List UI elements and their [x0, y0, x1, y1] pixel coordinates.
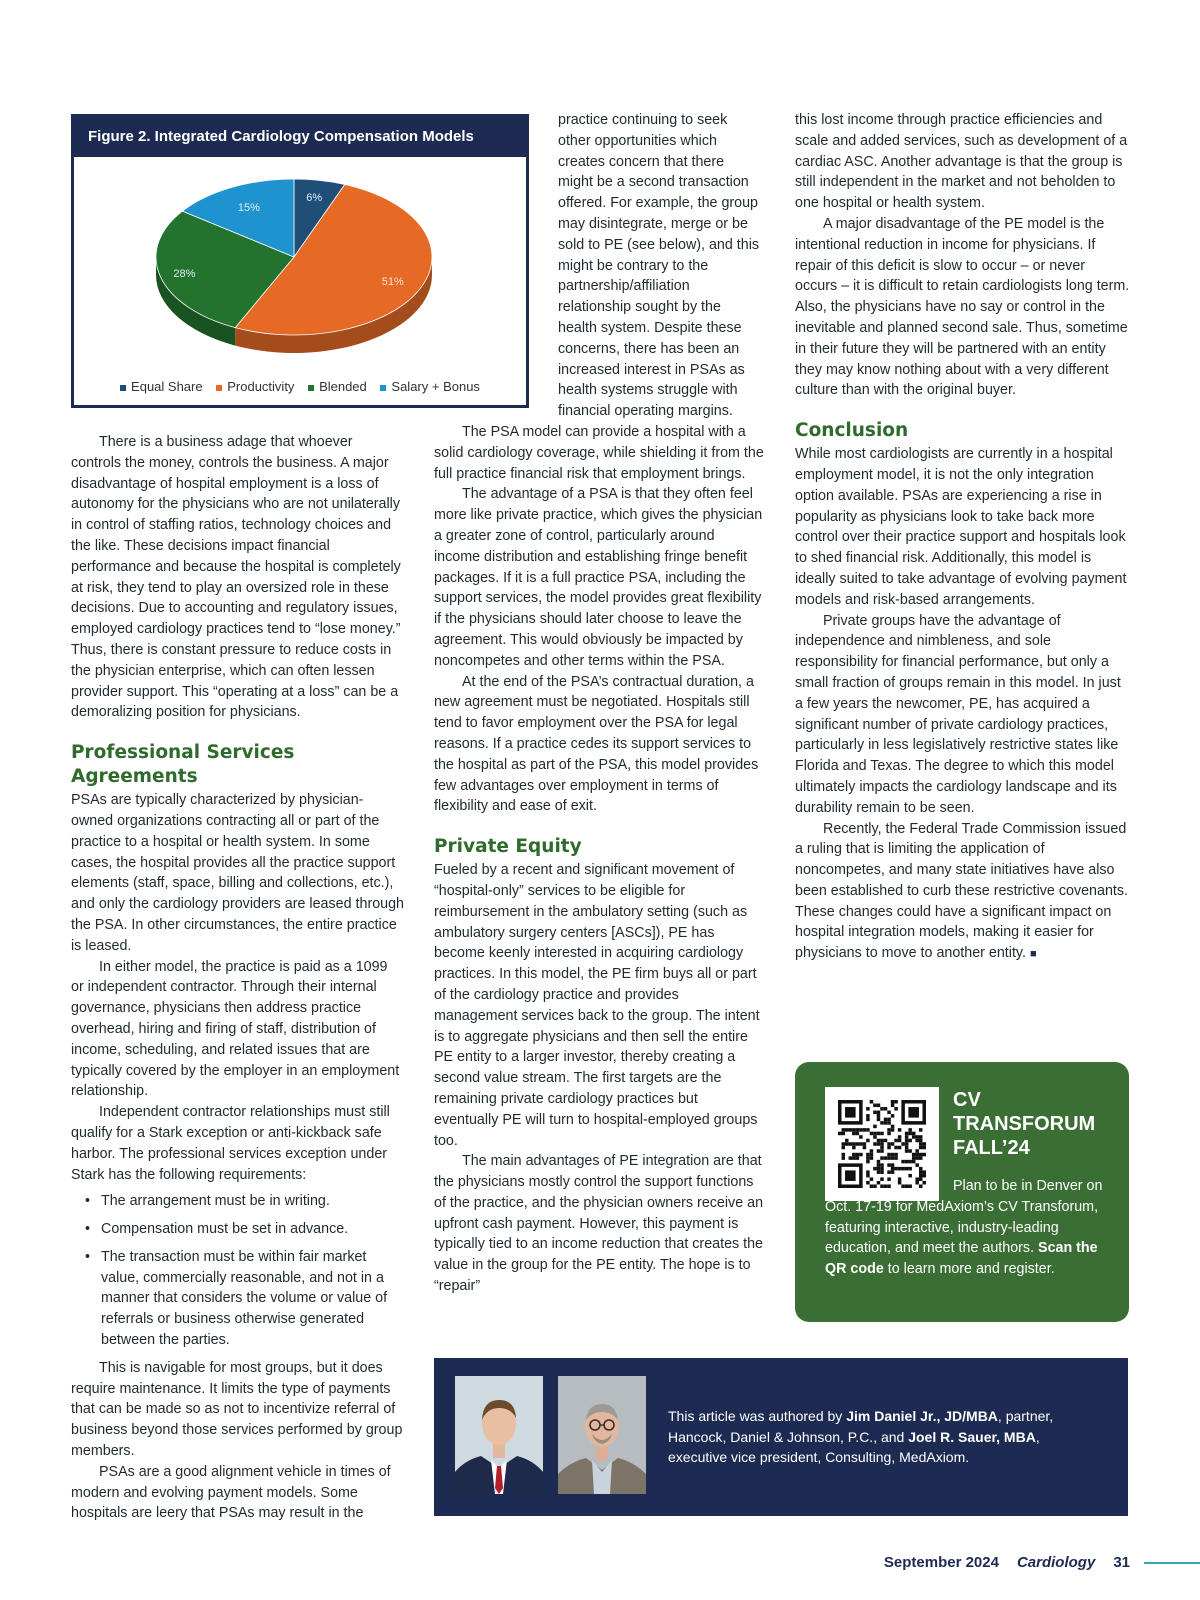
- qr-module: [915, 1163, 919, 1167]
- qr-module: [922, 1170, 926, 1174]
- qr-module: [866, 1156, 870, 1160]
- qr-module: [912, 1153, 916, 1157]
- pie-label-blended: 28%: [173, 267, 196, 280]
- qr-module: [898, 1167, 902, 1171]
- qr-module: [873, 1167, 877, 1171]
- qr-module: [856, 1132, 860, 1136]
- qr-finder: [845, 1107, 856, 1118]
- column-2: [434, 422, 764, 1297]
- qr-module: [905, 1139, 909, 1143]
- qr-module: [915, 1156, 919, 1160]
- qr-module: [891, 1125, 895, 1129]
- qr-module: [908, 1160, 912, 1164]
- qr-module: [919, 1153, 923, 1157]
- paragraph: practice continuing to seek other opportunities which creates concern that there might be a second transaction offered. For example, the group may disintegrate, merge or be sold to PE (see below), and this might be contrary to the partnership/affiliation relationship sought by the health system. Despite these concerns, there has been an increased interest in PSAs as health systems struggle with financial operating margins.: [558, 112, 760, 420]
- promo-title-line: CV: [953, 1089, 981, 1111]
- qr-module: [842, 1153, 846, 1157]
- qr-module: [877, 1118, 881, 1122]
- qr-module: [891, 1104, 895, 1108]
- qr-module: [908, 1132, 912, 1136]
- pie-label-productivity: 51%: [381, 276, 404, 289]
- qr-module: [891, 1156, 895, 1160]
- qr-module: [880, 1107, 884, 1111]
- qr-module: [870, 1100, 874, 1104]
- footer-rule: [1144, 1562, 1200, 1564]
- qr-module: [866, 1139, 870, 1143]
- qr-module: [901, 1142, 905, 1146]
- promo-title-line: TRANSFORUM: [953, 1113, 1096, 1135]
- person-icon: [558, 1376, 646, 1494]
- qr-module: [891, 1142, 895, 1146]
- credit-text: , partner, Hancock, Daniel & Johnson, P.C., and: [668, 1408, 1054, 1445]
- qr-module: [898, 1128, 902, 1132]
- qr-module: [859, 1142, 863, 1146]
- qr-module: [870, 1132, 874, 1136]
- qr-module: [863, 1128, 867, 1132]
- qr-module: [891, 1170, 895, 1174]
- paragraph: this lost income through practice efficiencies and scale and added services, such as development of a cardiac ASC. Another advantage is that the group is still independent in the market and not beholden to one hospital or health system.: [795, 112, 1128, 212]
- qr-module: [845, 1139, 849, 1143]
- qr-module: [845, 1128, 849, 1132]
- qr-module: [866, 1118, 870, 1122]
- qr-module: [884, 1121, 888, 1125]
- credit-text: , executive vice president, Consulting, MedAxiom.: [668, 1428, 1040, 1465]
- transforum-promo: [795, 1062, 1129, 1322]
- qr-module: [884, 1107, 888, 1111]
- qr-module: [905, 1167, 909, 1171]
- legend-item-equal-share: [120, 379, 203, 394]
- qr-module: [849, 1156, 853, 1160]
- qr-module: [873, 1125, 877, 1129]
- qr-module: [880, 1146, 884, 1150]
- qr-module: [880, 1163, 884, 1167]
- qr-module: [880, 1170, 884, 1174]
- paragraph: This is navigable for most groups, but it does require maintenance. It limits the type of payments that can be made so as not to incentivize referral of business beyond those services performed by group members.: [71, 1359, 403, 1460]
- paragraph: PSAs are a good alignment vehicle in times of modern and evolving payment models. Some hospitals are leery that PSAs may result in the: [71, 1463, 391, 1522]
- qr-module: [866, 1128, 870, 1132]
- legend-swatch: [120, 385, 126, 391]
- qr-module: [880, 1167, 884, 1171]
- qr-module: [887, 1121, 891, 1125]
- qr-module: [884, 1139, 888, 1143]
- qr-module: [887, 1153, 891, 1157]
- qr-module: [898, 1146, 902, 1150]
- promo-title: [953, 1088, 1123, 1160]
- qr-module: [866, 1107, 870, 1111]
- qr-module: [901, 1167, 905, 1171]
- heading-conclusion: Conclusion: [795, 420, 909, 442]
- qr-module: [852, 1153, 856, 1157]
- qr-module: [863, 1142, 867, 1146]
- qr-module: [856, 1156, 860, 1160]
- credit-text: This article was authored by: [668, 1408, 843, 1424]
- qr-module: [894, 1107, 898, 1111]
- qr-module: [880, 1149, 884, 1153]
- column-2-top: [558, 110, 763, 422]
- author-box: [434, 1358, 1128, 1516]
- paragraph: At the end of the PSA’s contractual duration, a new agreement must be negotiated. Hospitals still tend to favor employment over the PSA for legal reasons. If a practice cedes its support services to the hospital as part of the PSA, this model provides few advantages over employment in terms of flexibility and ease of exit.: [434, 673, 759, 815]
- qr-module: [880, 1132, 884, 1136]
- qr-module: [912, 1135, 916, 1139]
- qr-module: [915, 1149, 919, 1153]
- qr-module: [905, 1142, 909, 1146]
- qr-module: [891, 1167, 895, 1171]
- qr-module: [884, 1118, 888, 1122]
- qr-module: [873, 1104, 877, 1108]
- qr-module: [894, 1153, 898, 1157]
- promo-cta: Scan the QR code: [825, 1240, 1098, 1278]
- qr-module: [908, 1149, 912, 1153]
- heading-psa: Professional Services Agreements: [71, 742, 295, 788]
- qr-module: [891, 1114, 895, 1118]
- qr-module: [919, 1139, 923, 1143]
- qr-module: [859, 1135, 863, 1139]
- qr-module: [852, 1142, 856, 1146]
- qr-module: [873, 1135, 877, 1139]
- legend-item-salary-bonus: [380, 379, 480, 394]
- qr-module: [908, 1167, 912, 1171]
- qr-module: [877, 1163, 881, 1167]
- paragraph: [795, 819, 1130, 966]
- qr-module: [915, 1153, 919, 1157]
- qr-module: [891, 1163, 895, 1167]
- qr-module: [894, 1167, 898, 1171]
- qr-module: [908, 1128, 912, 1132]
- qr-module: [919, 1128, 923, 1132]
- page-number: 31: [1113, 1554, 1130, 1571]
- paragraph: There is a business adage that whoever controls the money, controls the business. A major disadvantage of hospital employment is a loss of autonomy for the physicians who are not unilaterally in control of staffing ratios, technology choices and the like. These decisions impact financial performance and because the hospital is completely at risk, they tend to play an oversized role in these decisions. Due to accounting and regulatory issues, employed cardiology practices tend to “lose money.” Thus, there is constant pressure to reduce costs in the physician enterprise, which can often lessen provider support. This “operating at a loss” can be a demoralizing position for physicians.: [71, 434, 401, 721]
- paragraph-text: Recently, the Federal Trade Commission issued a ruling that is limiting the application of noncompetes, and many state initiatives have also been established to curb these restrictive covenants. These changes could have a significant impact on hospital integration models, making it easier for physicians to move to another entity.: [795, 820, 1128, 962]
- qr-module: [908, 1139, 912, 1143]
- legend-label: Blended: [319, 379, 367, 394]
- heading-private-equity: Private Equity: [434, 836, 582, 858]
- qr-module: [849, 1142, 853, 1146]
- figure-2: [71, 114, 529, 408]
- pie-label-salary-bonus: 15%: [237, 201, 260, 214]
- list-item: • Compensation must be set in advance.: [101, 1219, 404, 1240]
- qr-module: [887, 1118, 891, 1122]
- column-3: [795, 110, 1130, 965]
- promo-title-line: FALL’24: [953, 1137, 1030, 1159]
- qr-module: [912, 1160, 916, 1164]
- paragraph: The advantage of a PSA is that they often feel more like private practice, which gives the physician a greater zone of control, particularly around income distribution and establishing fringe benefit packages. If it is a full practice PSA, including the support services, the model provides great flexibility if the physicians should later choose to leave the agreement. This would obviously be impacted by noncompetes and other terms within the PSA.: [434, 486, 763, 669]
- page-footer: [884, 1554, 1200, 1578]
- qr-module: [887, 1170, 891, 1174]
- qr-module: [880, 1121, 884, 1125]
- promo-text-end: to learn more and register.: [887, 1261, 1055, 1278]
- qr-module: [859, 1128, 863, 1132]
- paragraph: While most cardiologists are currently in a hospital employment model, it is not the only integration option available. PSAs are experiencing a rise in popularity as physicians look to take back more control over their practice support and hospitals look to shed financial risk. Additionally, this model is ideally suited to take advantage of evolving payment models and risk-based arrangements.: [795, 446, 1127, 608]
- qr-module: [905, 1146, 909, 1150]
- paragraph: Private groups have the advantage of independence and nimbleness, and sole responsibility for financial performance, but only a small fraction of groups remain in this model. In just a few years the newcomer, PE, has acquired a significant number of private cardiology practices, particularly in less legislatively restrictive states like Florida and Texas. The degree to which this model ultimately impacts the cardiology landscape and its durability remain to be seen.: [795, 612, 1121, 816]
- qr-module: [877, 1111, 881, 1115]
- paragraph: PSAs are typically characterized by physician-owned organizations contracting all or part of the practice to a hospital or health system. In some cases, the hospital provides all the practice support elements (staff, space, billing and collections, etc.), and only the cardiology providers are leased through the PSA. In other circumstances, the entire practice is leased.: [71, 792, 405, 954]
- qr-module: [873, 1111, 877, 1115]
- qr-module: [894, 1139, 898, 1143]
- qr-module: [877, 1114, 881, 1118]
- qr-module: [922, 1153, 926, 1157]
- paragraph: Fueled by a recent and significant movement of “hospital-only” services to be eligible for reimbursement in the ambulatory setting (such as ambulatory surgery centers [ASCs]), PE has become keenly interested in acquiring cardiology practices. In this model, the PE firm buys all or part of the cardiology practice and provides management services back to the group. The intent is to aggregate physicians and then sell the entire PE entity to a larger investor, thereby creating a second value stream. The first targets are the remaining private cardiology practices but eventually PE will turn to hospital-employed groups too.: [434, 862, 760, 1149]
- qr-module: [856, 1142, 860, 1146]
- qr-module: [891, 1153, 895, 1157]
- qr-module: [919, 1142, 923, 1146]
- end-mark: ■: [1029, 948, 1037, 961]
- qr-module: [887, 1128, 891, 1132]
- qr-module: [884, 1156, 888, 1160]
- qr-module: [919, 1156, 923, 1160]
- column-1: [71, 432, 404, 1524]
- promo-text-main: Plan to be in Denver on Oct. 17-19 for MedAxiom’s CV Transforum, featuring interactive, industry-leading education, and meet the authors.: [825, 1178, 1103, 1257]
- qr-module: [870, 1153, 874, 1157]
- qr-module: [915, 1139, 919, 1143]
- qr-module: [887, 1156, 891, 1160]
- legend-swatch: [380, 385, 386, 391]
- legend-swatch: [308, 385, 314, 391]
- paragraph: The PSA model can provide a hospital with a solid cardiology coverage, while shielding it from the full practice financial risk that employment brings.: [434, 424, 764, 482]
- legend-swatch: [216, 385, 222, 391]
- qr-module: [919, 1170, 923, 1174]
- qr-module: [880, 1139, 884, 1143]
- qr-module: [894, 1146, 898, 1150]
- author-credit: [668, 1406, 1098, 1468]
- qr-module: [877, 1160, 881, 1164]
- legend-label: Salary + Bonus: [391, 379, 480, 394]
- author-photo-jim-daniel: [455, 1376, 543, 1494]
- qr-module: [870, 1149, 874, 1153]
- qr-module: [922, 1142, 926, 1146]
- requirements-list: [71, 1191, 404, 1351]
- qr-module: [880, 1156, 884, 1160]
- qr-module: [905, 1132, 909, 1136]
- qr-module: [905, 1149, 909, 1153]
- author-name: Joel R. Sauer, MBA: [908, 1428, 1036, 1445]
- qr-module: [922, 1146, 926, 1150]
- list-item: • The transaction must be within fair market value, commercially reasonable, and not in a manner that considers the volume or value of referrals or business otherwise generated between the parties.: [101, 1247, 404, 1351]
- qr-module: [905, 1135, 909, 1139]
- qr-module: [859, 1153, 863, 1157]
- qr-module: [852, 1146, 856, 1150]
- qr-module: [842, 1128, 846, 1132]
- promo-text: [825, 1176, 1115, 1280]
- qr-module: [877, 1104, 881, 1108]
- qr-module: [856, 1153, 860, 1157]
- qr-module: [856, 1128, 860, 1132]
- figure-title: Figure 2. Integrated Cardiology Compensation Models: [74, 117, 526, 157]
- qr-module: [842, 1132, 846, 1136]
- qr-module: [863, 1146, 867, 1150]
- qr-module: [866, 1153, 870, 1157]
- qr-module: [873, 1132, 877, 1136]
- qr-module: [894, 1156, 898, 1160]
- qr-module: [912, 1132, 916, 1136]
- qr-module: [873, 1142, 877, 1146]
- legend-label: Equal Share: [131, 379, 203, 394]
- qr-module: [866, 1160, 870, 1164]
- author-name: Jim Daniel Jr., JD/MBA: [846, 1408, 998, 1424]
- legend-label: Productivity: [227, 379, 295, 394]
- qr-module: [912, 1156, 916, 1160]
- qr-module: [842, 1142, 846, 1146]
- qr-module: [877, 1142, 881, 1146]
- legend-item-productivity: [216, 379, 294, 394]
- qr-finder: [908, 1107, 919, 1118]
- author-photo-joel-sauer: [558, 1376, 646, 1494]
- qr-module: [845, 1142, 849, 1146]
- qr-module: [894, 1100, 898, 1104]
- qr-module: [852, 1128, 856, 1132]
- qr-module: [891, 1100, 895, 1104]
- paragraph: In either model, the practice is paid as a 1099 or independent contractor. Through their internal governance, physicians then address practice overhead, hiring and firing of staff, distribution of income, scheduling, and related issues that are typically covered by the employer in an employment relationship.: [71, 958, 400, 1100]
- qr-module: [877, 1149, 881, 1153]
- qr-module: [919, 1135, 923, 1139]
- qr-module: [880, 1142, 884, 1146]
- magazine-name: Cardiology: [1016, 1554, 1096, 1571]
- qr-module: [905, 1160, 909, 1164]
- qr-module: [852, 1156, 856, 1160]
- qr-module: [838, 1132, 842, 1136]
- issue-date: September 2024: [883, 1554, 999, 1571]
- qr-module: [901, 1160, 905, 1164]
- qr-module: [849, 1128, 853, 1132]
- qr-module: [915, 1135, 919, 1139]
- qr-module: [919, 1146, 923, 1150]
- paragraph: Independent contractor relationships must still qualify for a Stark exception or anti-kickback safe harbor. The professional services exception under Stark has the following requirements:: [71, 1104, 390, 1183]
- pie-label-equal-share: 6%: [306, 192, 323, 205]
- qr-module: [877, 1132, 881, 1136]
- qr-module: [887, 1146, 891, 1150]
- pie-chart: [74, 157, 526, 377]
- qr-module: [898, 1135, 902, 1139]
- qr-module: [842, 1146, 846, 1150]
- qr-module: [877, 1139, 881, 1143]
- legend-item-blended: [308, 379, 367, 394]
- person-icon: [455, 1376, 543, 1494]
- paragraph: A major disadvantage of the PE model is the intentional reduction in income for physicians. If repair of this deficit is slow to occur – or never occurs – it is difficult to retain cardiologists long term. Also, the physicians have no say or control in the inevitable and planned second sale. Thus, sometime in their future they will be partnered with an entity they may know nothing about with a very different culture than with the original buyer.: [795, 215, 1130, 399]
- qr-module: [887, 1163, 891, 1167]
- list-item: • The arrangement must be in writing.: [101, 1191, 404, 1212]
- qr-module: [887, 1132, 891, 1136]
- qr-module: [891, 1128, 895, 1132]
- qr-module: [898, 1139, 902, 1143]
- qr-module: [887, 1142, 891, 1146]
- paragraph: The main advantages of PE integration are that the physicians mostly control the support functions of the practice, and the physician owners receive an upfront cash payment. However, this payment is typically tied to an income reduction that creates the value in the group for the PE entity. The hope is to “repair”: [434, 1153, 764, 1295]
- qr-module: [866, 1114, 870, 1118]
- chart-legend: [74, 379, 526, 394]
- qr-module: [877, 1167, 881, 1171]
- qr-module: [852, 1132, 856, 1136]
- qr-module: [877, 1170, 881, 1174]
- qr-module: [870, 1156, 874, 1160]
- qr-module: [866, 1170, 870, 1174]
- qr-module: [919, 1167, 923, 1171]
- qr-module: [887, 1111, 891, 1115]
- qr-module: [842, 1156, 846, 1160]
